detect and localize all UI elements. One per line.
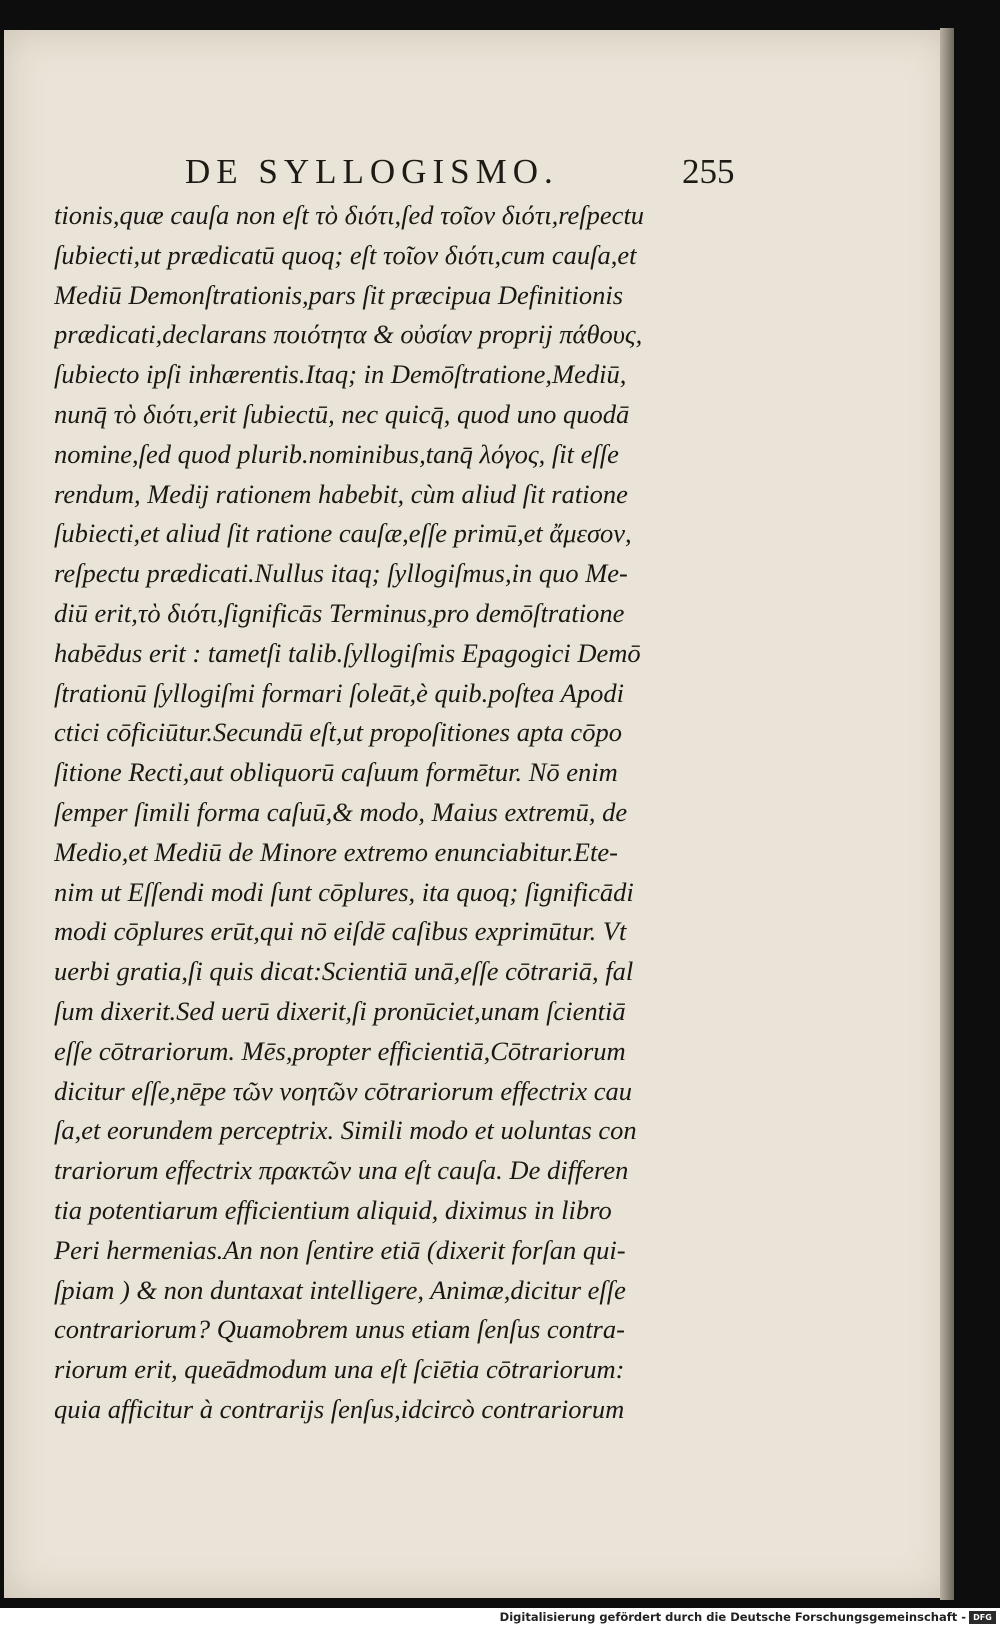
text-line: ſpiam ) & non duntaxat intelligere, Animæ,dicitur eſſe (54, 1274, 626, 1305)
text-line: prædicati,declarans ποιότητα & οὐσίαν proprij πάθους, (54, 319, 643, 350)
text-line: ſum dixerit.Sed uerū dixerit,ſi pronūciet,unam ſcientiā (54, 995, 626, 1026)
text-line: Peri hermenias.An non ſentire etiā (dixerit forſan qui- (54, 1234, 626, 1265)
text-line: Mediū Demonſtrationis,pars ſit præcipua Definitionis (54, 279, 624, 310)
text-line: contrariorum? Quamobrem unus etiam ſenſus contra- (54, 1314, 625, 1345)
text-line: reſpectu prædicati.Nullus itaq; ſyllogiſmus,in quo Me- (54, 558, 628, 589)
text-line: ſa,et eorundem perceptrix. Simili modo et uoluntas con (54, 1115, 637, 1146)
text-line: ſubiecti,ut prædicatū quoq; eſt τοῖον διότι,cum cauſa,et (54, 239, 637, 270)
text-line: ſubiecto ipſi inhærentis.Itaq; in Demōſtratione,Mediū, (54, 359, 627, 390)
page-edge (940, 28, 954, 1600)
text-line: eſſe cōtrariorum. Mēs,propter efficientiā,Cōtrariorum (54, 1035, 626, 1066)
text-line: modi cōplures erūt,qui nō eiſdē caſibus exprimūtur. Vt (54, 916, 627, 947)
text-line: nim ut Eſſendi modi ſunt cōplures, ita quoq; ſignificādi (54, 876, 634, 907)
text-line: riorum erit, queādmodum una eſt ſciētia cōtrariorum: (54, 1354, 625, 1385)
text-line: ſemper ſimili forma caſuū,& modo, Maius extremū, de (54, 796, 628, 827)
text-line: quia afficitur à contrarijs ſenſus,idcircò contrariorum (54, 1393, 625, 1424)
text-line: trariorum effectrix πρακτῶν una eſt cauſa. De differen (54, 1155, 629, 1186)
text-line: ſubiecti,et aliud ſit ratione cauſæ,eſſe primū,et ἄμεσον, (54, 518, 632, 549)
footer-bar (0, 1608, 1000, 1628)
text-line: Medio,et Mediū de Minore extremo enunciabitur.Ete- (54, 836, 618, 867)
body-text (54, 196, 750, 1430)
text-line: tionis,quæ cauſa non eſt τὸ διότι,ſed τοῖον διότι,reſpectu (54, 200, 645, 230)
text-line: nomine,ſed quod plurib.nominibus,tanq̄ λόγος, ſit eſſe (54, 438, 619, 469)
footer-credit: Digitalisierung gefördert durch die Deutsche Forschungsgemeinschaft - (499, 1610, 966, 1624)
text-line: rendum, Medij rationem habebit, cùm aliud ſit ratione (54, 478, 628, 509)
running-title: DE SYLLOGISMO. (185, 152, 559, 191)
text-line: nunq̄ τὸ διότι,erit ſubiectū, nec quicq̄, quod uno quodā (54, 398, 630, 429)
text-line: tia potentiarum efficientium aliquid, diximus in libro (54, 1194, 612, 1225)
text-line: habēdus erit : tametſi talib.ſyllogiſmis Epagogici Demō (54, 637, 641, 668)
text-line: ctici cōficiūtur.Secundū eſt,ut propoſitiones apta cōpo (54, 717, 622, 748)
text-line: ſitione Recti,aut obliquorū caſuum formētur. Nō enim (54, 757, 618, 788)
text-line: ſtrationū ſyllogiſmi formari ſoleāt,è quib.poſtea Apodi (54, 677, 624, 708)
dfg-logo-icon: DFG (969, 1611, 996, 1624)
text-line: dicitur eſſe,nēpe τῶν νοητῶν cōtrariorum effectrix cau (54, 1075, 633, 1106)
text-line: uerbi gratia,ſi quis dicat:Scientiā unā,eſſe cōtrariā, fal (54, 956, 634, 987)
page-number: 255 (682, 152, 735, 191)
text-line: diū erit,τὸ διότι,ſignificās Terminus,pro demōſtratione (54, 597, 625, 628)
